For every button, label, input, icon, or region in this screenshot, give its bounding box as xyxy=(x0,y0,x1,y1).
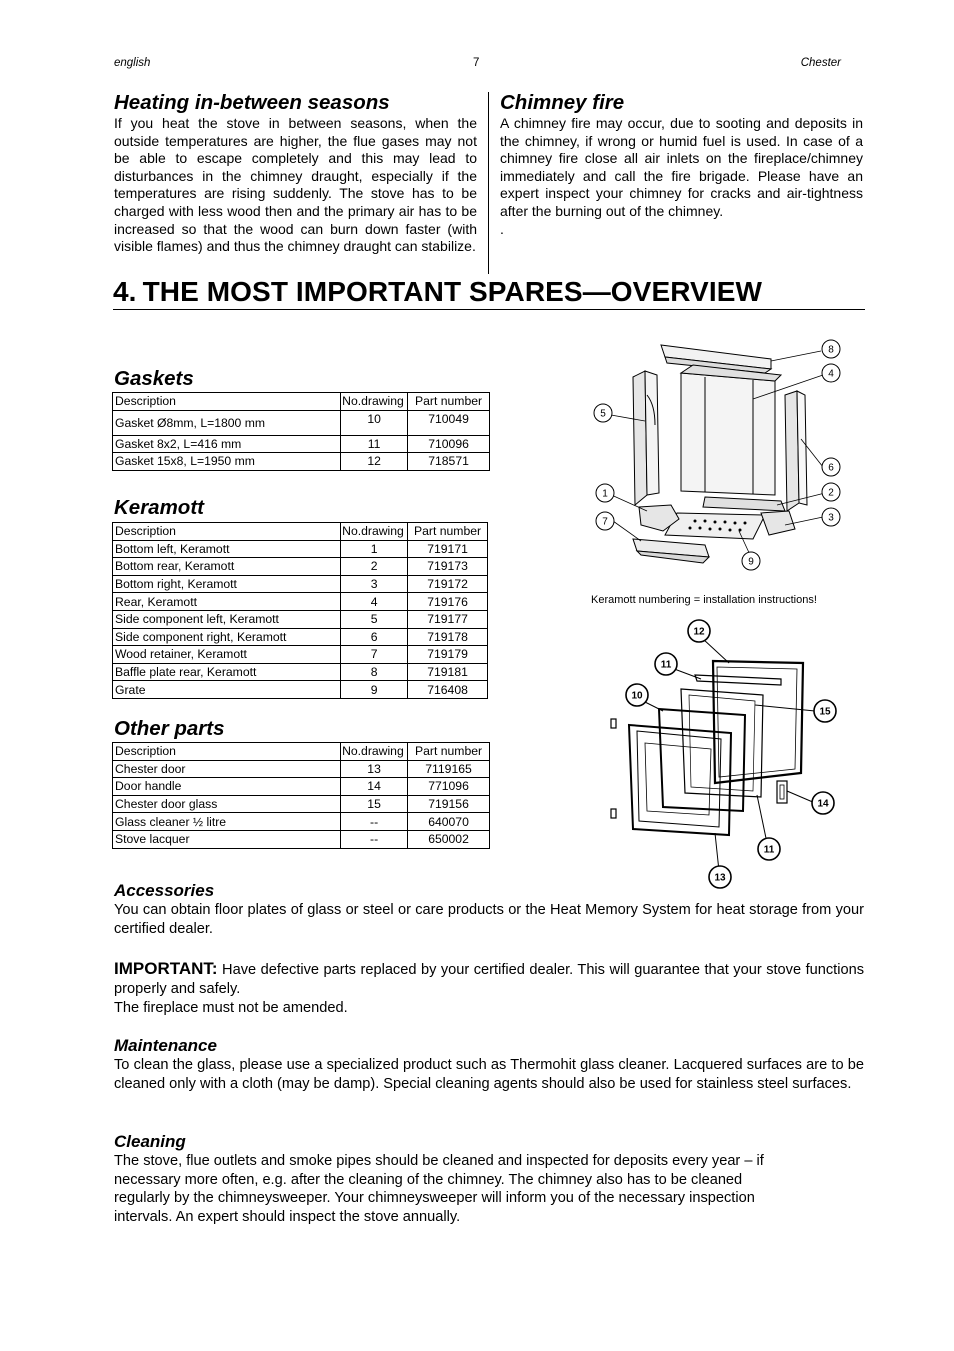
accessories-text: You can obtain floor plates of glass or steel or care products or the Heat Memory System for heat storage from your certified dealer. xyxy=(114,902,864,937)
header-drawing: No.drawing xyxy=(341,393,408,411)
table-row xyxy=(113,663,488,681)
row-part: 640070 xyxy=(408,813,490,831)
callout-3 xyxy=(822,508,840,526)
heating-text: If you heat the stove in between seasons, when the outside temperatures are higher, the flue gases may not be able to escape completely and this may lead to disturbances in the chimney draught, especially if the temperatures are rising suddenly. The stove has to be charged with less wood then and the primary air has to be increased so that the wood can burn down faster (with visible flames) and thus the chimney draught can stabilize. xyxy=(114,115,477,255)
row-drawing: 13 xyxy=(341,760,408,778)
table-row xyxy=(113,453,490,471)
heating-title: Heating in-between seasons xyxy=(114,91,390,114)
svg-text:11: 11 xyxy=(763,844,775,856)
gaskets-title: Gaskets xyxy=(114,367,194,390)
hinge-bottom-shape xyxy=(611,809,616,818)
keramott-title: Keramott xyxy=(114,496,204,519)
svg-text:1: 1 xyxy=(602,488,608,500)
maintenance-title: Maintenance xyxy=(114,1036,217,1055)
column-divider xyxy=(488,92,489,274)
table-row xyxy=(113,795,490,813)
callout-8 xyxy=(822,340,840,358)
row-part: 719172 xyxy=(408,575,488,593)
svg-text:14: 14 xyxy=(817,798,829,810)
rear-panel-shape xyxy=(681,373,775,495)
table-row xyxy=(113,778,490,796)
table-row xyxy=(113,575,488,593)
header-description: Description xyxy=(113,743,341,761)
header-description: Description xyxy=(113,393,341,411)
other-parts-table xyxy=(112,742,490,849)
row-drawing: 10 xyxy=(341,410,408,435)
bottom-rear-shape xyxy=(703,497,785,511)
row-part: 650002 xyxy=(408,830,490,848)
callout-6 xyxy=(822,458,840,476)
row-description: Side component left, Keramott xyxy=(113,610,341,628)
row-drawing: 3 xyxy=(341,575,408,593)
row-drawing: 7 xyxy=(341,646,408,664)
row-part: 718571 xyxy=(408,453,490,471)
section-number: 4. xyxy=(113,276,137,307)
table-row xyxy=(113,830,490,848)
row-description: Bottom right, Keramott xyxy=(113,575,341,593)
cleaning-line-4: intervals. An expert should inspect the stove annually. xyxy=(114,1208,461,1225)
row-description: Wood retainer, Keramott xyxy=(113,646,341,664)
maintenance-section xyxy=(114,1036,864,1093)
row-description: Gasket Ø8mm, L=1800 mm xyxy=(113,410,341,435)
callout-9 xyxy=(742,552,760,570)
svg-text:10: 10 xyxy=(631,690,643,702)
table-row xyxy=(113,558,488,576)
svg-text:6: 6 xyxy=(828,462,834,474)
svg-text:3: 3 xyxy=(828,512,834,524)
diagram-caption: Keramott numbering = installation instructions! xyxy=(591,594,817,606)
callout-4 xyxy=(822,364,840,382)
callout-10 xyxy=(626,684,648,706)
table-row xyxy=(113,628,488,646)
header-part: Part number xyxy=(408,743,490,761)
row-drawing: -- xyxy=(341,813,408,831)
gaskets-table xyxy=(112,392,490,471)
row-description: Door handle xyxy=(113,778,341,796)
header-drawing: No.drawing xyxy=(341,523,408,541)
svg-text:8: 8 xyxy=(828,344,834,356)
row-description: Bottom rear, Keramott xyxy=(113,558,341,576)
table-row xyxy=(113,760,490,778)
table-header-row xyxy=(113,743,490,761)
row-part: 716408 xyxy=(408,681,488,699)
row-drawing: 5 xyxy=(341,610,408,628)
svg-text:12: 12 xyxy=(693,626,705,638)
row-description: Stove lacquer xyxy=(113,830,341,848)
other-parts-title: Other parts xyxy=(114,717,225,740)
important-section xyxy=(114,959,864,1018)
row-drawing: 9 xyxy=(341,681,408,699)
keramott-table xyxy=(112,522,488,699)
row-drawing: -- xyxy=(341,830,408,848)
chimney-section xyxy=(500,91,863,238)
callout-1 xyxy=(596,484,614,502)
row-part: 7119165 xyxy=(408,760,490,778)
row-part: 719181 xyxy=(408,663,488,681)
row-part: 710096 xyxy=(408,435,490,453)
row-description: Side component right, Keramott xyxy=(113,628,341,646)
important-text: Have defective parts replaced by your certified dealer. This will guarantee that your stove functions properly and safely. xyxy=(114,962,864,997)
svg-text:2: 2 xyxy=(828,487,834,499)
header-language: english xyxy=(114,57,151,69)
row-description: Chester door glass xyxy=(113,795,341,813)
table-header-row xyxy=(113,393,490,411)
table-row xyxy=(113,681,488,699)
cleaning-title: Cleaning xyxy=(114,1132,186,1151)
cleaning-line-1: The stove, flue outlets and smoke pipes should be cleaned and inspected for deposits every year – if xyxy=(114,1153,764,1169)
bottom-right-shape xyxy=(761,511,795,535)
cleaning-line-3: regularly by the chimneysweeper. Your chimneysweeper will inform you of the necessary inspection xyxy=(114,1190,755,1206)
door-handle-14-shape xyxy=(777,781,787,803)
callout-11-bottom xyxy=(758,838,780,860)
row-part: 771096 xyxy=(408,778,490,796)
header-model: Chester xyxy=(800,57,841,69)
svg-text:5: 5 xyxy=(600,408,606,420)
header-description: Description xyxy=(113,523,341,541)
row-description: Baffle plate rear, Keramott xyxy=(113,663,341,681)
chimney-dot: . xyxy=(500,220,504,237)
row-drawing: 2 xyxy=(341,558,408,576)
callout-11-top xyxy=(655,653,677,675)
header-part: Part number xyxy=(408,393,490,411)
row-description: Glass cleaner ½ litre xyxy=(113,813,341,831)
row-part: 719179 xyxy=(408,646,488,664)
accessories-section xyxy=(114,881,864,938)
table-row xyxy=(113,540,488,558)
row-description: Bottom left, Keramott xyxy=(113,540,341,558)
row-part: 719173 xyxy=(408,558,488,576)
callout-5 xyxy=(594,404,612,422)
svg-text:9: 9 xyxy=(748,556,754,568)
row-description: Gasket 15x8, L=1950 mm xyxy=(113,453,341,471)
important-label: IMPORTANT: xyxy=(114,959,218,978)
hinge-top-shape xyxy=(611,719,616,728)
table-row xyxy=(113,646,488,664)
svg-text:15: 15 xyxy=(819,706,831,718)
table-row xyxy=(113,813,490,831)
row-part: 719178 xyxy=(408,628,488,646)
maintenance-text: To clean the glass, please use a specialized product such as Thermohit glass cleaner. Lacquered surfaces are to be cleaned only with a cloth (may be damp). Special cleaning agents should also be used for stainless steel surfaces. xyxy=(114,1057,864,1092)
table-row xyxy=(113,435,490,453)
row-drawing: 11 xyxy=(341,435,408,453)
svg-text:4: 4 xyxy=(828,368,834,380)
row-drawing: 4 xyxy=(341,593,408,611)
chimney-title: Chimney fire xyxy=(500,91,625,114)
callout-2 xyxy=(822,483,840,501)
row-part: 710049 xyxy=(408,410,490,435)
row-description: Grate xyxy=(113,681,341,699)
row-description: Chester door xyxy=(113,760,341,778)
section-title: THE MOST IMPORTANT SPARES—OVERVIEW xyxy=(142,276,763,307)
svg-text:13: 13 xyxy=(714,872,726,884)
callout-7 xyxy=(596,512,614,530)
row-part: 719177 xyxy=(408,610,488,628)
gasket-frame-12-shape xyxy=(713,661,803,783)
callout-15 xyxy=(814,700,836,722)
row-part: 719171 xyxy=(408,540,488,558)
header-part: Part number xyxy=(408,523,488,541)
cleaning-line-2: necessary more often, e.g. after the cleaning of the chimney. The chimney also has to be cleaned xyxy=(114,1171,743,1188)
chimney-text: A chimney fire may occur, due to sooting and deposits in the chimney, if wrong or humid fuel is used. In case of a chimney fire close all air inlets on the fireplace/chimney immediately and call the fire brigade. Please have an expert inspect your chimney for cracks and air-tightness after the burning out of the chimney. xyxy=(500,115,863,219)
keramott-exploded-diagram xyxy=(585,335,855,575)
section-heading xyxy=(113,276,865,310)
heating-section xyxy=(114,91,477,256)
row-drawing: 1 xyxy=(341,540,408,558)
row-description: Gasket 8x2, L=416 mm xyxy=(113,435,341,453)
cleaning-section xyxy=(114,1132,864,1226)
callout-12 xyxy=(688,620,710,642)
row-drawing: 8 xyxy=(341,663,408,681)
row-description: Rear, Keramott xyxy=(113,593,341,611)
row-drawing: 6 xyxy=(341,628,408,646)
svg-text:7: 7 xyxy=(602,516,608,528)
row-part: 719156 xyxy=(408,795,490,813)
table-header-row xyxy=(113,523,488,541)
important-text-2: The fireplace must not be amended. xyxy=(114,1000,348,1016)
glass-15-shape xyxy=(681,689,763,797)
accessories-title: Accessories xyxy=(114,881,215,900)
row-drawing: 14 xyxy=(341,778,408,796)
table-row xyxy=(113,610,488,628)
gasket-strip-11-shape xyxy=(695,675,781,685)
row-drawing: 15 xyxy=(341,795,408,813)
grate-shape xyxy=(665,513,765,539)
row-drawing: 12 xyxy=(341,453,408,471)
door-exploded-diagram xyxy=(605,615,845,895)
callout-14 xyxy=(812,792,834,814)
header-drawing: No.drawing xyxy=(341,743,408,761)
row-part: 719176 xyxy=(408,593,488,611)
page-number: 7 xyxy=(473,57,480,69)
table-row xyxy=(113,410,490,435)
table-row xyxy=(113,593,488,611)
svg-text:11: 11 xyxy=(660,659,672,671)
